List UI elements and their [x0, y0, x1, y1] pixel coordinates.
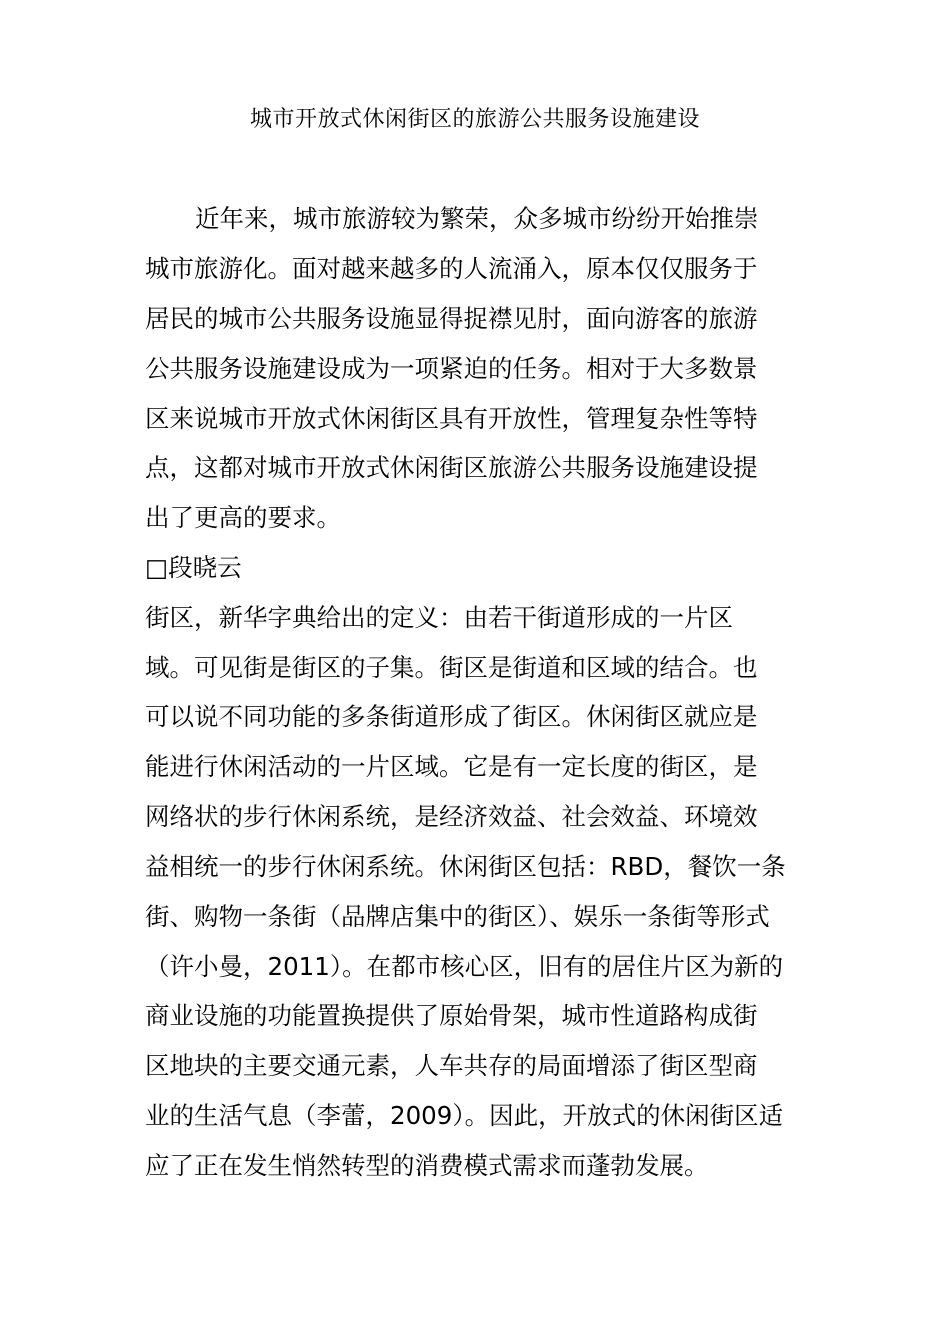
- body-line: 区地块的主要交通元素，人车共存的局面增添了街区型商: [145, 1051, 758, 1080]
- body-line: 商业设施的功能置换提供了原始骨架，城市性道路构成街: [145, 1001, 758, 1030]
- body-line: 网络状的步行休闲系统，是经济效益、社会效益、环境效: [145, 802, 758, 831]
- body-line: 应了正在发生悄然转型的消费模式需求而蓬勃发展。: [145, 1151, 709, 1180]
- abstract-line: 区来说城市开放式休闲街区具有开放性，管理复杂性等特: [145, 404, 758, 433]
- abstract-line: 城市旅游化。面对越来越多的人流涌入，原本仅仅服务于: [145, 254, 758, 283]
- body-line: 街、购物一条街（品牌店集中的街区）、娱乐一条街等形式: [145, 902, 770, 931]
- body-line: 业的生活气息（李蕾，2009）。因此，开放式的休闲街区适: [145, 1101, 784, 1130]
- abstract-line: 点，这都对城市开放式休闲街区旅游公共服务设施建设提: [145, 453, 758, 482]
- abstract-line: 出了更高的要求。: [145, 503, 341, 532]
- body-line: 街区，新华字典给出的定义：由若干街道形成的一片区: [145, 603, 733, 632]
- body-line: 能进行休闲活动的一片区域。它是有一定长度的街区，是: [145, 752, 758, 781]
- body-line: 域。可见街是街区的子集。街区是街道和区域的结合。也: [145, 653, 758, 682]
- abstract-line: 公共服务设施建设成为一项紧迫的任务。相对于大多数景: [145, 354, 758, 383]
- body-line: 益相统一的步行休闲系统。休闲街区包括：RBD，餐饮一条: [145, 852, 786, 881]
- body-line: 可以说不同功能的多条街道形成了街区。休闲街区就应是: [145, 702, 758, 731]
- document-title: 城市开放式休闲街区的旅游公共服务设施建设: [249, 107, 700, 132]
- author-line: □段晓云: [145, 553, 242, 582]
- body-line: （许小曼，2011）。在都市核心区，旧有的居住片区为新的: [145, 952, 784, 981]
- abstract-line: 居民的城市公共服务设施显得捉襟见肘，面向游客的旅游: [145, 304, 758, 333]
- abstract-line: 近年来，城市旅游较为繁荣，众多城市纷纷开始推崇: [195, 204, 759, 233]
